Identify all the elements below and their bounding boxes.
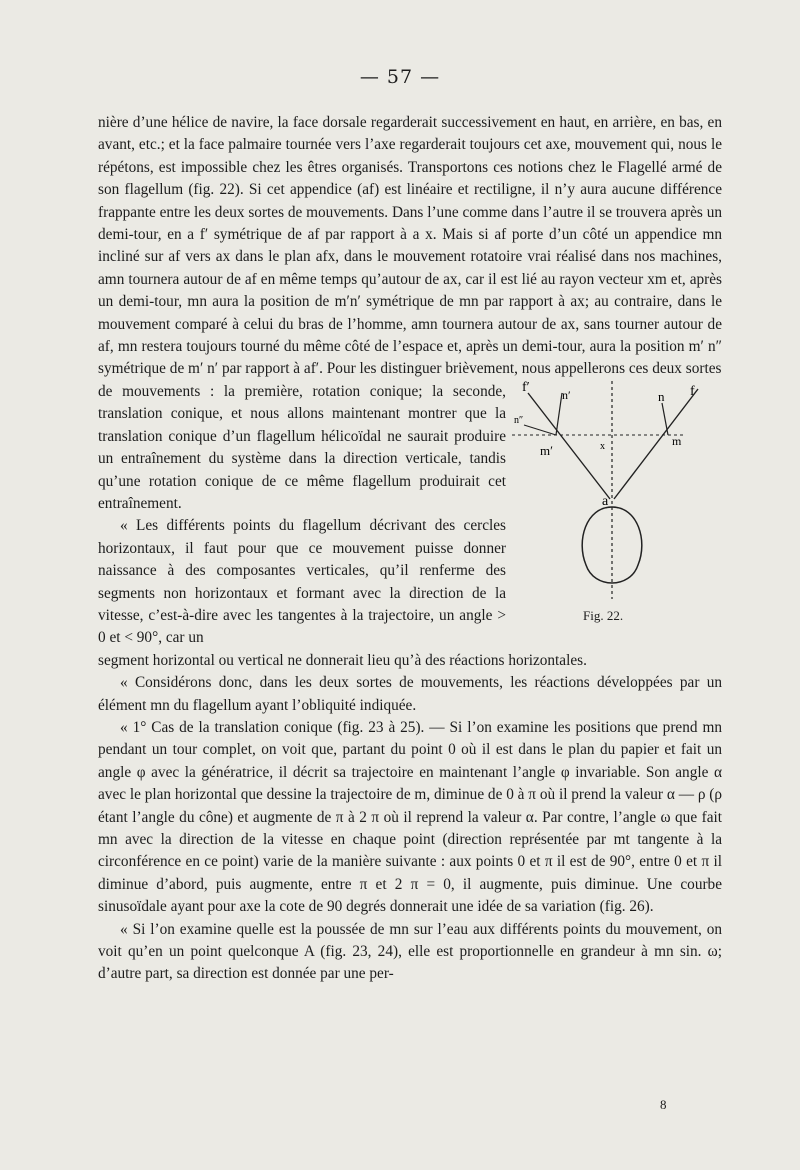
label-f: f [690,383,695,399]
label-m-prime: m′ [540,442,553,458]
paragraph-1: nière d’une hélice de navire, la face dorsale regarderait successivement en haut, en arrière, en bas, en avant, etc.; et la face palmaire tournée vers l’axe regarderait toujours cet axe, mouvement qui, nous le répétons, est impossible chez les êtres organisés. Transportons ces notions chez le Flagellé armé de son flagellum (fig. 22). Si cet appendice (af) est linéaire et rectiligne, il n’y aura aucune différence frappante entre les deux sortes de mouvements. Dans l’une comme dans l’autre il se trouvera après un demi-tour, en a f′ symétrique de af par rapport à a x. Mais si af porte d’un côté un appendice mn incliné sur af vers ax dans le plan afx, dans le mouvement rotatoire vrai réalisé dans nos machines, amn tournera autour de af en même temps qu’autour de ax, car il est lié au rayon vecteur xm et, après un demi-tour, mn aura la position de m′n′ symétrique de mn par rapport à ax; au contraire, dans le mouvement comparé à celui du bras de l’homme, amn tournera autour de ax, sans tourner autour de af, mn restera toujours tourné du même côté de l’espace et, après un demi-tour, aura la position m′ n″ symétrique de m′ n′ par rapport à af′. Pour les distinguer brièvement, nous appellerons ces deux sortes [98,114,722,378]
label-f-prime: f′ [522,380,530,395]
paragraph-4: « Considérons donc, dans les deux sortes de mouvements, les réactions développées par un élément mn du flagellum ayant l’obliquité indiquée. [98,674,722,714]
text-with-figure [98,381,722,650]
body-text [98,112,722,986]
figure-caption: Fig. 22. [583,607,624,623]
label-m: m [672,433,682,448]
label-a: a [602,493,609,509]
label-n-double: n″ [514,414,524,426]
paragraph-3-end: segment horizontal ou vertical ne donnerait lieu qu’à des réactions horizontales. [98,651,587,669]
page-number: — 57 — [359,66,441,88]
label-n-prime: n′ [562,387,571,402]
segment-m-prime-n-double [524,425,556,435]
paragraph-2: de mouvements : la première, rotation conique; la seconde, translation conique, et nous allons maintenant montrer que la translation conique d’un flagellum hélicoïdal ne saurait produire un entraînement du système dans la direction verticale, tandis qu’une rotation conique de ce même flagellum produirait cet entraînement. [98,382,506,512]
paragraph-3: « Les différents points du flagellum décrivant des cercles horizontaux, il faut pour que ce mouvement puisse donner naissance à des composantes verticales, qu’il renferme des segments non horizontaux et formant avec la direction de la vitesse, c’est-à-dire avec les tangentes à la trajectoire, un angle > 0 et < 90°, car un [98,517,506,647]
paragraph-6: « Si l’on examine quelle est la poussée de mn sur l’eau aux différents points du mouvement, on voit qu’en un point quelconque A (fig. 23, 24), elle est proportionnelle en grandeur à mn sin. ω; d’autre part, sa direction est donnée par une per- [98,920,722,983]
flagellum-diagram [506,381,722,626]
signature-mark: 8 [660,1097,667,1112]
segment-mn [662,403,668,435]
line-af [614,389,698,499]
figure-22 [506,381,722,626]
label-x: x [600,440,605,452]
label-n: n [658,388,665,404]
paragraph-5: « 1° Cas de la translation conique (fig. 23 à 25). — Si l’on examine les positions que prend mn pendant un tour complet, on voit que, partant du point 0 où il est dans le plan du papier et fait un angle φ avec la génératrice, il décrit sa trajectoire en maintenant l’angle φ invariable. Son angle α avec le plan horizontal que dessine la trajectoire de m, diminue de 0 à π où il prend la valeur α — ρ (ρ étant l’angle du cône) et augmente de π à 2 π où il reprend la valeur α. Par contre, l’angle ω que fait mn avec la direction de la vitesse en chaque point (direction représentée par mt tangente à la circonférence en ce point) varie de la manière suivante : aux points 0 et π il est de 90°, entre 0 et π il diminue d’abord, puis augmente, entre π et 2 π = 0, il augmente, puis diminue. Une courbe sinusoïdale ayant pour axe la cote de 90 degrés donnerait une idée de sa variation (fig. 26). [98,718,722,916]
text-column [98,381,506,650]
